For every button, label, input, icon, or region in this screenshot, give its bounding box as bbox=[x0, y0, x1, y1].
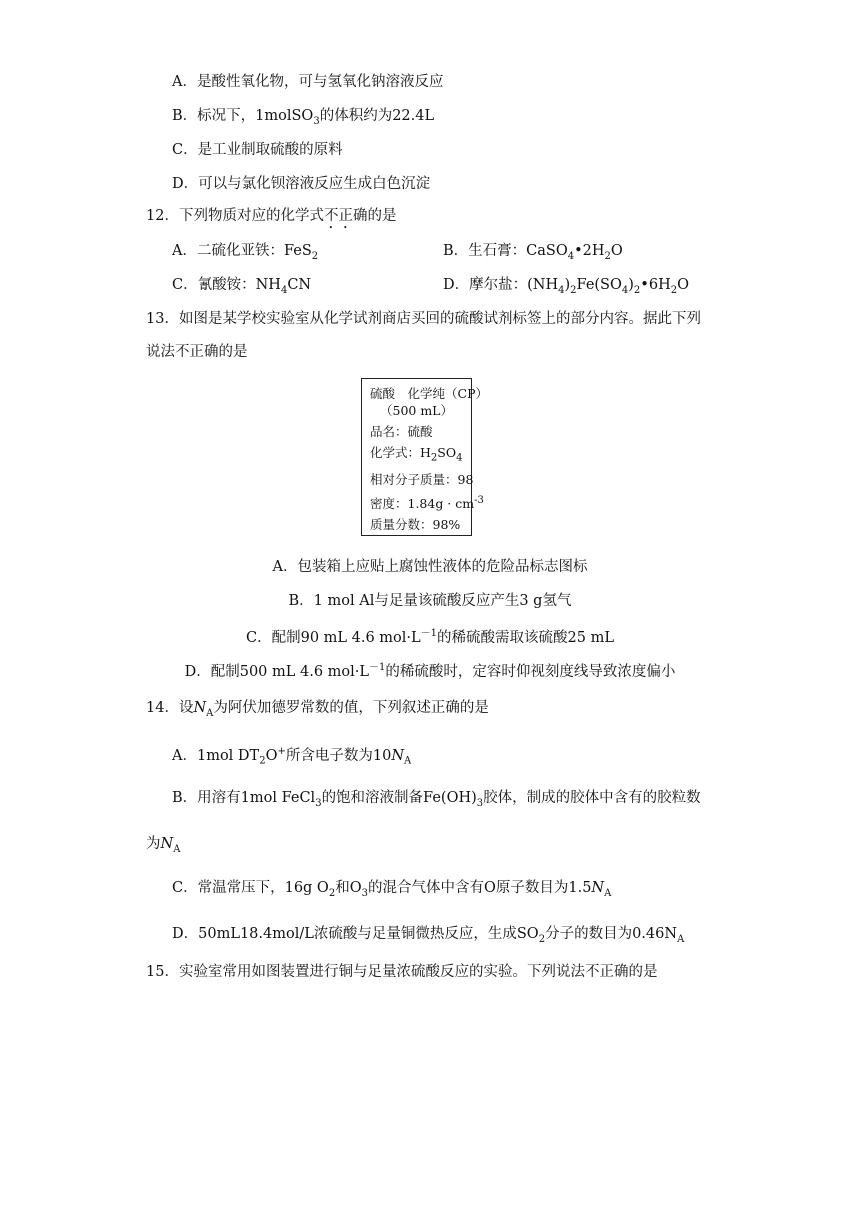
q15-stem: 15．实验室常用如图装置进行铜与足量浓硫酸反应的实验。下列说法不正确的是 bbox=[146, 964, 658, 980]
label-name: 品名：硫酸 bbox=[370, 424, 433, 439]
q14-option-c: C．常温常压下，16g $O_2$和$O_3$的混合气体中含有O原子数目为$1.5N_A$ bbox=[172, 880, 612, 899]
reagent-label bbox=[361, 378, 488, 536]
q14-option-d: D．50mL18.4mol/L浓硫酸与足量铜微热反应，生成$SO_2$分子的数目为$0.46N_A$ bbox=[172, 926, 685, 945]
label-molar-mass: 相对分子质量：98 bbox=[370, 471, 474, 487]
q12-stem: 12．下列物质对应的化学式不正确的是 bbox=[146, 208, 397, 224]
q13-option-d: D．配制500 mL 4.6 $mol\cdot L^{-1}$的稀硫酸时，定容时仰视刻度线导致浓度偏小 bbox=[184, 662, 676, 680]
q11-option-c: C．是工业制取硫酸的原料 bbox=[172, 142, 343, 158]
q13-option-a: A．包装箱上应贴上腐蚀性液体的危险品标志图标 bbox=[272, 559, 588, 575]
q13-option-c: C．配制90 mL 4.6 $mol\cdot L^{-1}$的稀硫酸需取该硫酸25 mL bbox=[246, 628, 614, 646]
q12-option-c: C．氰酸铵：$NH_4CN$ bbox=[172, 277, 312, 296]
q13-stem-line2: 说法不正确的是 bbox=[146, 344, 248, 360]
label-formula: 化学式：$H_2SO_4$ bbox=[370, 445, 463, 464]
label-title: 硫酸 化学纯（CP） bbox=[370, 386, 488, 401]
q14-option-b: B．用溶有1mol FeCl$_3$的饱和溶液制备$Fe(OH)_3$胶体，制成的胶体中含有的胶粒数 bbox=[172, 790, 701, 809]
q13-option-b: B．1 mol Al与足量该硫酸反应产生3 g氢气 bbox=[288, 593, 572, 609]
q11-option-b: B．标况下，1molSO$_3$的体积约为22.4L bbox=[172, 108, 435, 127]
label-mass-fraction: 质量分数：98% bbox=[370, 516, 461, 532]
label-density: 密度：$1.84g \cdot cm^{-3}$ bbox=[370, 494, 484, 511]
q14-stem: 14．设$N_A$为阿伏加德罗常数的值，下列叙述正确的是 bbox=[146, 700, 489, 719]
q12-option-b: B．生石膏：$CaSO_4•2H_2O$ bbox=[443, 243, 623, 262]
q11-option-d: D．可以与氯化钡溶液反应生成白色沉淀 bbox=[172, 176, 431, 192]
q12-option-a: A．二硫化亚铁：FeS$_2$ bbox=[172, 243, 319, 262]
label-volume: （500 mL） bbox=[380, 403, 453, 418]
q13-stem-line1: 13．如图是某学校实验室从化学试剂商店买回的硫酸试剂标签上的部分内容。据此下列 bbox=[146, 311, 701, 327]
q14-option-b-cont: 为$N_A$ bbox=[146, 836, 181, 855]
q14-option-a: A．1mol $DT_2O^+$所含电子数为$10N_A$ bbox=[172, 746, 412, 767]
q12-option-d: D．摩尔盐：$(NH_4)_2Fe(SO_4)_2•6H_2O$ bbox=[443, 277, 689, 296]
q11-option-a: A．是酸性氧化物，可与氢氧化钠溶液反应 bbox=[172, 74, 444, 90]
